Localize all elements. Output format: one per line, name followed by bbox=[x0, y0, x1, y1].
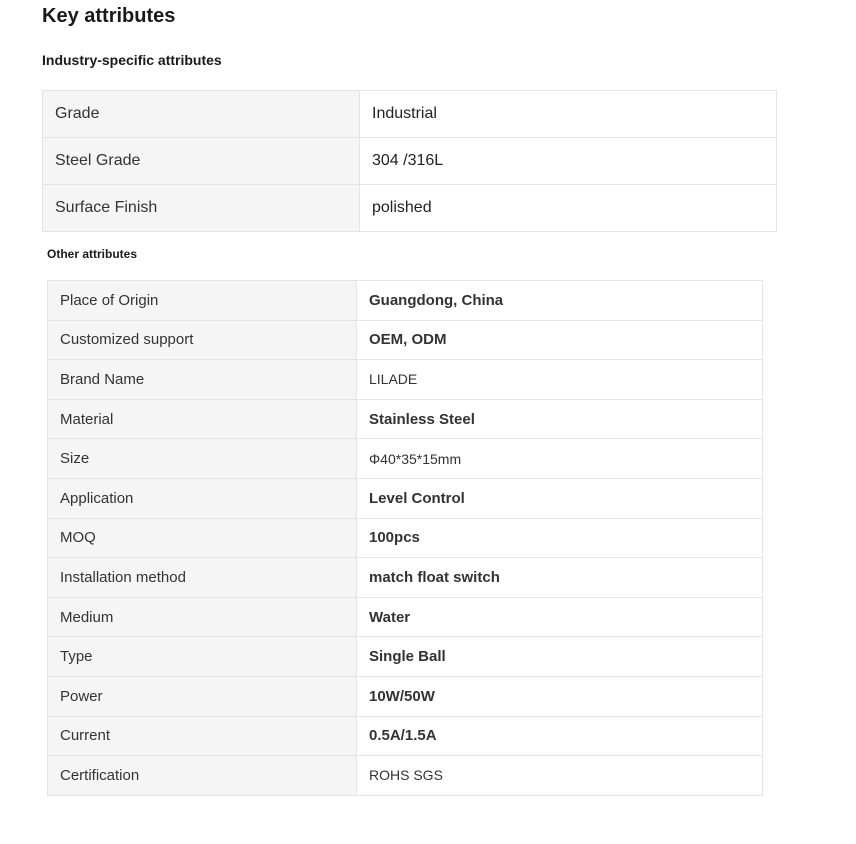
table-row bbox=[48, 597, 763, 637]
attribute-label: Type bbox=[48, 637, 357, 677]
attribute-value: Industrial bbox=[360, 91, 777, 138]
attribute-label: Certification bbox=[48, 756, 357, 796]
table-row bbox=[48, 558, 763, 598]
attribute-value: LILADE bbox=[357, 360, 763, 400]
attribute-value: Φ40*35*15mm bbox=[357, 439, 763, 479]
table-row bbox=[48, 676, 763, 716]
attribute-value: match float switch bbox=[357, 558, 763, 598]
attribute-value: 100pcs bbox=[357, 518, 763, 558]
attribute-label: Steel Grade bbox=[43, 138, 360, 185]
table-row bbox=[48, 756, 763, 796]
table-row bbox=[48, 637, 763, 677]
attribute-value: 304 /316L bbox=[360, 138, 777, 185]
attribute-label: Material bbox=[48, 399, 357, 439]
page-title: Key attributes bbox=[42, 5, 176, 27]
attribute-label: Size bbox=[48, 439, 357, 479]
attribute-label: Place of Origin bbox=[48, 281, 357, 321]
attribute-value: Level Control bbox=[357, 478, 763, 518]
other-section-title: Other attributes bbox=[47, 247, 138, 261]
attribute-label: Application bbox=[48, 478, 357, 518]
table-row bbox=[48, 716, 763, 756]
attribute-value: Single Ball bbox=[357, 637, 763, 677]
attribute-label: Current bbox=[48, 716, 357, 756]
attribute-value: 0.5A/1.5A bbox=[357, 716, 763, 756]
attribute-value: Stainless Steel bbox=[357, 399, 763, 439]
table-row bbox=[48, 439, 763, 479]
attribute-value: polished bbox=[360, 185, 777, 232]
industry-section-title: Industry-specific attributes bbox=[42, 52, 222, 68]
attribute-label: Installation method bbox=[48, 558, 357, 598]
attribute-label: Grade bbox=[43, 91, 360, 138]
table-row bbox=[48, 399, 763, 439]
attribute-label: Customized support bbox=[48, 320, 357, 360]
attribute-value: ROHS SGS bbox=[357, 756, 763, 796]
attribute-value: 10W/50W bbox=[357, 676, 763, 716]
attribute-value: Water bbox=[357, 597, 763, 637]
table-row bbox=[48, 478, 763, 518]
table-row bbox=[48, 360, 763, 400]
table-row bbox=[48, 518, 763, 558]
attribute-label: Surface Finish bbox=[43, 185, 360, 232]
table-row bbox=[43, 91, 777, 138]
table-row bbox=[48, 281, 763, 321]
attribute-label: Power bbox=[48, 676, 357, 716]
other-attributes-table bbox=[47, 280, 763, 796]
attribute-value: OEM, ODM bbox=[357, 320, 763, 360]
table-row bbox=[43, 138, 777, 185]
attribute-label: MOQ bbox=[48, 518, 357, 558]
attribute-value: Guangdong, China bbox=[357, 281, 763, 321]
attribute-label: Brand Name bbox=[48, 360, 357, 400]
industry-attributes-table bbox=[42, 90, 777, 232]
attribute-label: Medium bbox=[48, 597, 357, 637]
table-row bbox=[43, 185, 777, 232]
table-row bbox=[48, 320, 763, 360]
